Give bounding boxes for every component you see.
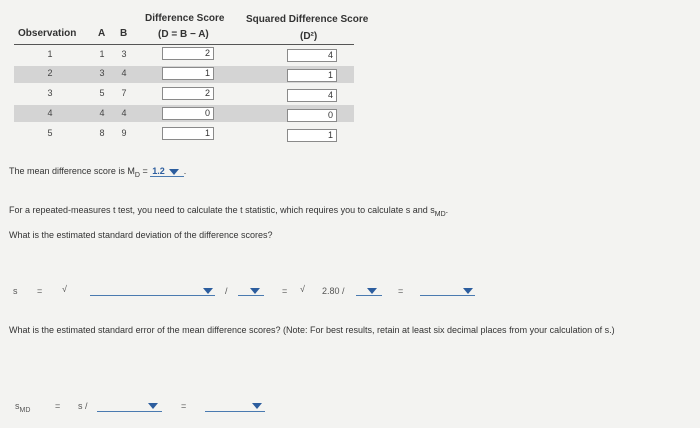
formula1-blank-2[interactable] xyxy=(238,295,264,296)
mean-subscript: D xyxy=(134,171,140,179)
formula1-blank-1[interactable] xyxy=(90,295,215,296)
col-header-difference: Difference Score xyxy=(145,13,225,24)
formula2-smd-label xyxy=(15,401,30,414)
chevron-down-icon[interactable] xyxy=(367,288,377,294)
obs-1: 1 xyxy=(47,49,53,59)
instruction-sub: MD xyxy=(434,210,446,218)
mean-statement xyxy=(9,166,186,179)
a-5: 8 xyxy=(99,128,105,138)
obs-3: 3 xyxy=(47,88,53,98)
formula2-equals-1: = xyxy=(55,401,61,411)
chevron-down-icon[interactable] xyxy=(148,403,158,409)
chevron-down-icon[interactable] xyxy=(252,403,262,409)
instruction-end: . xyxy=(445,205,449,215)
d-input-4[interactable]: 0 xyxy=(162,107,214,120)
formula1-slash: / xyxy=(225,286,228,296)
col-header-difference-formula: (D = B − A) xyxy=(158,29,209,40)
obs-2: 2 xyxy=(47,68,53,78)
instruction-text: For a repeated-measures t test, you need to calculate the t statistic, which requires you to calculate s and s xyxy=(9,205,435,215)
mean-prefix: The mean difference score is M xyxy=(9,166,135,176)
obs-5: 5 xyxy=(47,128,53,138)
formula1-equals-3: = xyxy=(398,286,404,296)
mean-suffix: . xyxy=(183,166,187,176)
a-1: 1 xyxy=(99,49,105,59)
d2-input-1[interactable]: 4 xyxy=(287,49,337,62)
formula1-constant: 2.80 / xyxy=(322,286,345,296)
formula1-blank-3[interactable] xyxy=(356,295,382,296)
d-input-1[interactable]: 2 xyxy=(162,47,214,60)
chevron-down-icon[interactable] xyxy=(250,288,260,294)
sqrt-icon: √ xyxy=(300,284,305,294)
d-input-2[interactable]: 1 xyxy=(162,67,214,80)
b-1: 3 xyxy=(121,49,127,59)
formula1-s-label: s xyxy=(13,286,18,296)
formula1-equals-1: = xyxy=(37,286,43,296)
sqrt-icon: √ xyxy=(62,284,67,294)
d-input-5[interactable]: 1 xyxy=(162,127,214,140)
d2-input-3[interactable]: 4 xyxy=(287,89,337,102)
col-header-squared: Squared Difference Score xyxy=(246,14,369,25)
formula2-result[interactable] xyxy=(205,411,265,412)
d2-input-4[interactable]: 0 xyxy=(287,109,337,122)
header-divider xyxy=(14,44,354,45)
d2-input-5[interactable]: 1 xyxy=(287,129,337,142)
formula2-s-over: s / xyxy=(78,401,88,411)
formula2-equals-2: = xyxy=(181,401,187,411)
d2-input-2[interactable]: 1 xyxy=(287,69,337,82)
formula1-equals-2: = xyxy=(282,286,288,296)
a-3: 5 xyxy=(99,88,105,98)
b-3: 7 xyxy=(121,88,127,98)
d-input-3[interactable]: 2 xyxy=(162,87,214,100)
question-std-dev: What is the estimated standard deviation of the difference scores? xyxy=(9,230,273,240)
chevron-down-icon[interactable] xyxy=(203,288,213,294)
formula2-sub: MD xyxy=(19,406,31,414)
chevron-down-icon[interactable] xyxy=(463,288,473,294)
chevron-down-icon xyxy=(169,169,179,175)
col-header-a: A xyxy=(98,28,106,39)
mean-value: 1.2 xyxy=(152,166,165,176)
formula2-s: s xyxy=(15,401,20,411)
col-header-squared-formula: (D²) xyxy=(300,31,318,42)
obs-4: 4 xyxy=(47,108,53,118)
mean-value-dropdown[interactable] xyxy=(150,166,184,177)
mean-equals: = xyxy=(142,166,148,176)
formula2-blank-1[interactable] xyxy=(97,411,162,412)
b-5: 9 xyxy=(121,128,127,138)
instruction-line xyxy=(9,205,448,218)
b-4: 4 xyxy=(121,108,127,118)
col-header-observation: Observation xyxy=(18,28,77,39)
col-header-b: B xyxy=(120,28,128,39)
a-2: 3 xyxy=(99,68,105,78)
formula1-result[interactable] xyxy=(420,295,475,296)
b-2: 4 xyxy=(121,68,127,78)
a-4: 4 xyxy=(99,108,105,118)
question-std-error: What is the estimated standard error of the mean difference scores? (Note: For best results, retain at least six decimal places from your calculation of s.) xyxy=(9,325,615,335)
